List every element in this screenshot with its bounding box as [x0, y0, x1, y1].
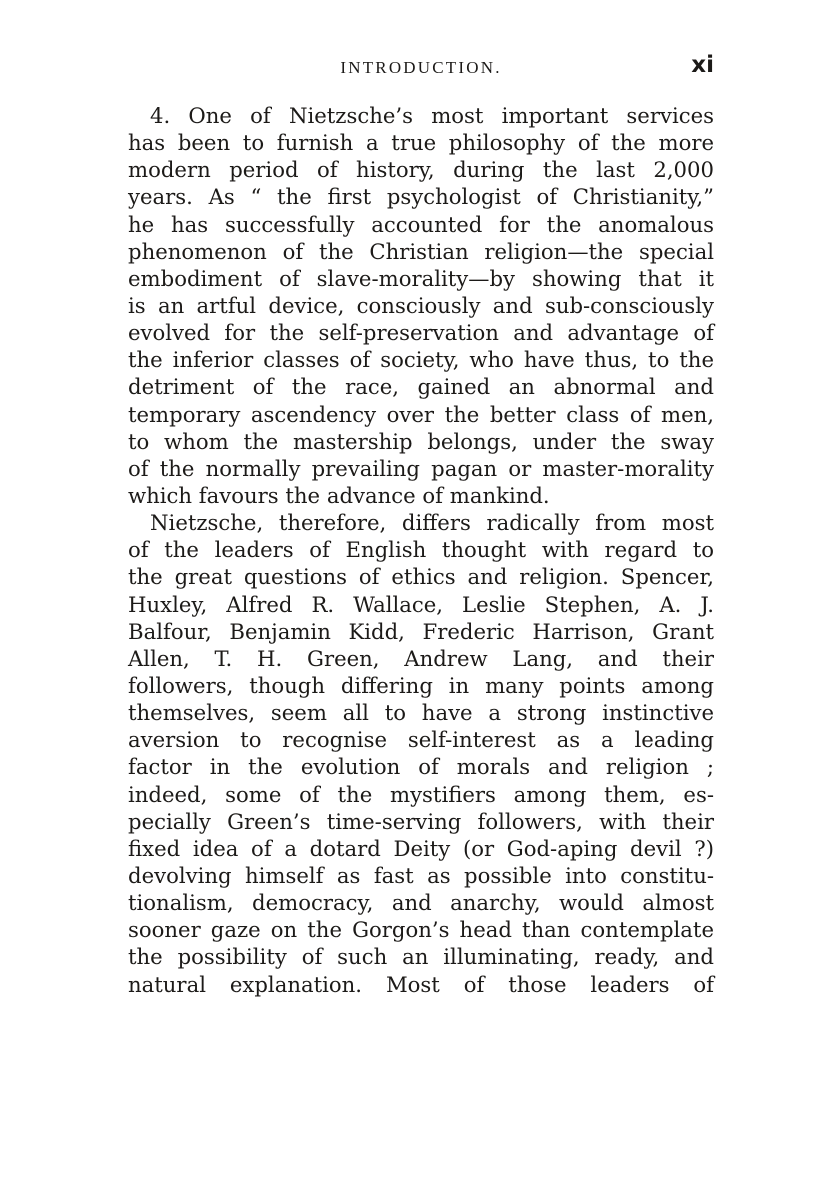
text-line: natural explanation. Most of those leaders of: [128, 971, 714, 997]
text-line: evolved for the self-preservation and advantage of: [128, 320, 714, 346]
text-line: Allen, T. H. Green, Andrew Lang, and their: [128, 645, 714, 671]
text-line: of the leaders of English thought with regard to: [128, 537, 714, 563]
text-line: devolving himself as fast as possible into constitu-: [128, 862, 714, 888]
page-number: xi: [691, 52, 714, 78]
book-page: [128, 0, 714, 998]
text-line: followers, though differing in many points among: [128, 672, 714, 698]
text-line: fixed idea of a dotard Deity (or God-aping devil ?): [128, 835, 714, 861]
text-line: Balfour, Benjamin Kidd, Frederic Harrison, Grant: [128, 618, 714, 644]
text-line: 4. One of Nietzsche’s most important services: [150, 103, 714, 128]
text-line: detriment of the race, gained an abnormal and: [128, 374, 714, 400]
text-line: modern period of history, during the last 2,000: [128, 157, 714, 183]
header-title: INTRODUCTION.: [340, 58, 502, 77]
running-header: [128, 52, 714, 98]
text-line: to whom the mastership belongs, under the sway: [128, 428, 714, 454]
text-line: years. As “ the first psychologist of Christianity,”: [128, 184, 714, 210]
text-line: pecially Green’s time-serving followers, with their: [128, 808, 714, 834]
text-line: which favours the advance of mankind.: [128, 482, 550, 508]
text-line: the inferior classes of society, who have thus, to the: [128, 347, 714, 373]
text-line: phenomenon of the Christian religion—the special: [128, 238, 714, 264]
text-line: tionalism, democracy, and anarchy, would almost: [128, 890, 714, 916]
text-line: of the normally prevailing pagan or master-morality: [128, 455, 714, 481]
text-line: the possibility of such an illuminating, ready, and: [128, 944, 714, 970]
text-line: sooner gaze on the Gorgon’s head than contemplate: [128, 917, 714, 943]
text-line: Nietzsche, therefore, differs radically from most: [150, 510, 714, 536]
paragraph-leaders: [128, 509, 714, 998]
text-line: indeed, some of the mystifiers among them, es-: [128, 781, 714, 807]
text-line: Huxley, Alfred R. Wallace, Leslie Stephen, A. J.: [128, 591, 714, 617]
text-line: aversion to recognise self-interest as a leading: [128, 727, 714, 753]
text-line: embodiment of slave-morality—by showing that it: [128, 265, 714, 291]
text-line: temporary ascendency over the better class of men,: [128, 401, 714, 427]
body-text: [128, 102, 714, 998]
text-line: is an artful device, consciously and sub-consciously: [128, 292, 714, 318]
paragraph-services: [128, 102, 714, 509]
text-line: he has successfully accounted for the anomalous: [128, 211, 714, 237]
text-line: factor in the evolution of morals and religion ;: [128, 754, 714, 780]
text-line: themselves, seem all to have a strong instinctive: [128, 700, 714, 726]
text-line: the great questions of ethics and religion. Spencer,: [128, 564, 714, 590]
text-line: has been to furnish a true philosophy of the more: [128, 130, 714, 156]
